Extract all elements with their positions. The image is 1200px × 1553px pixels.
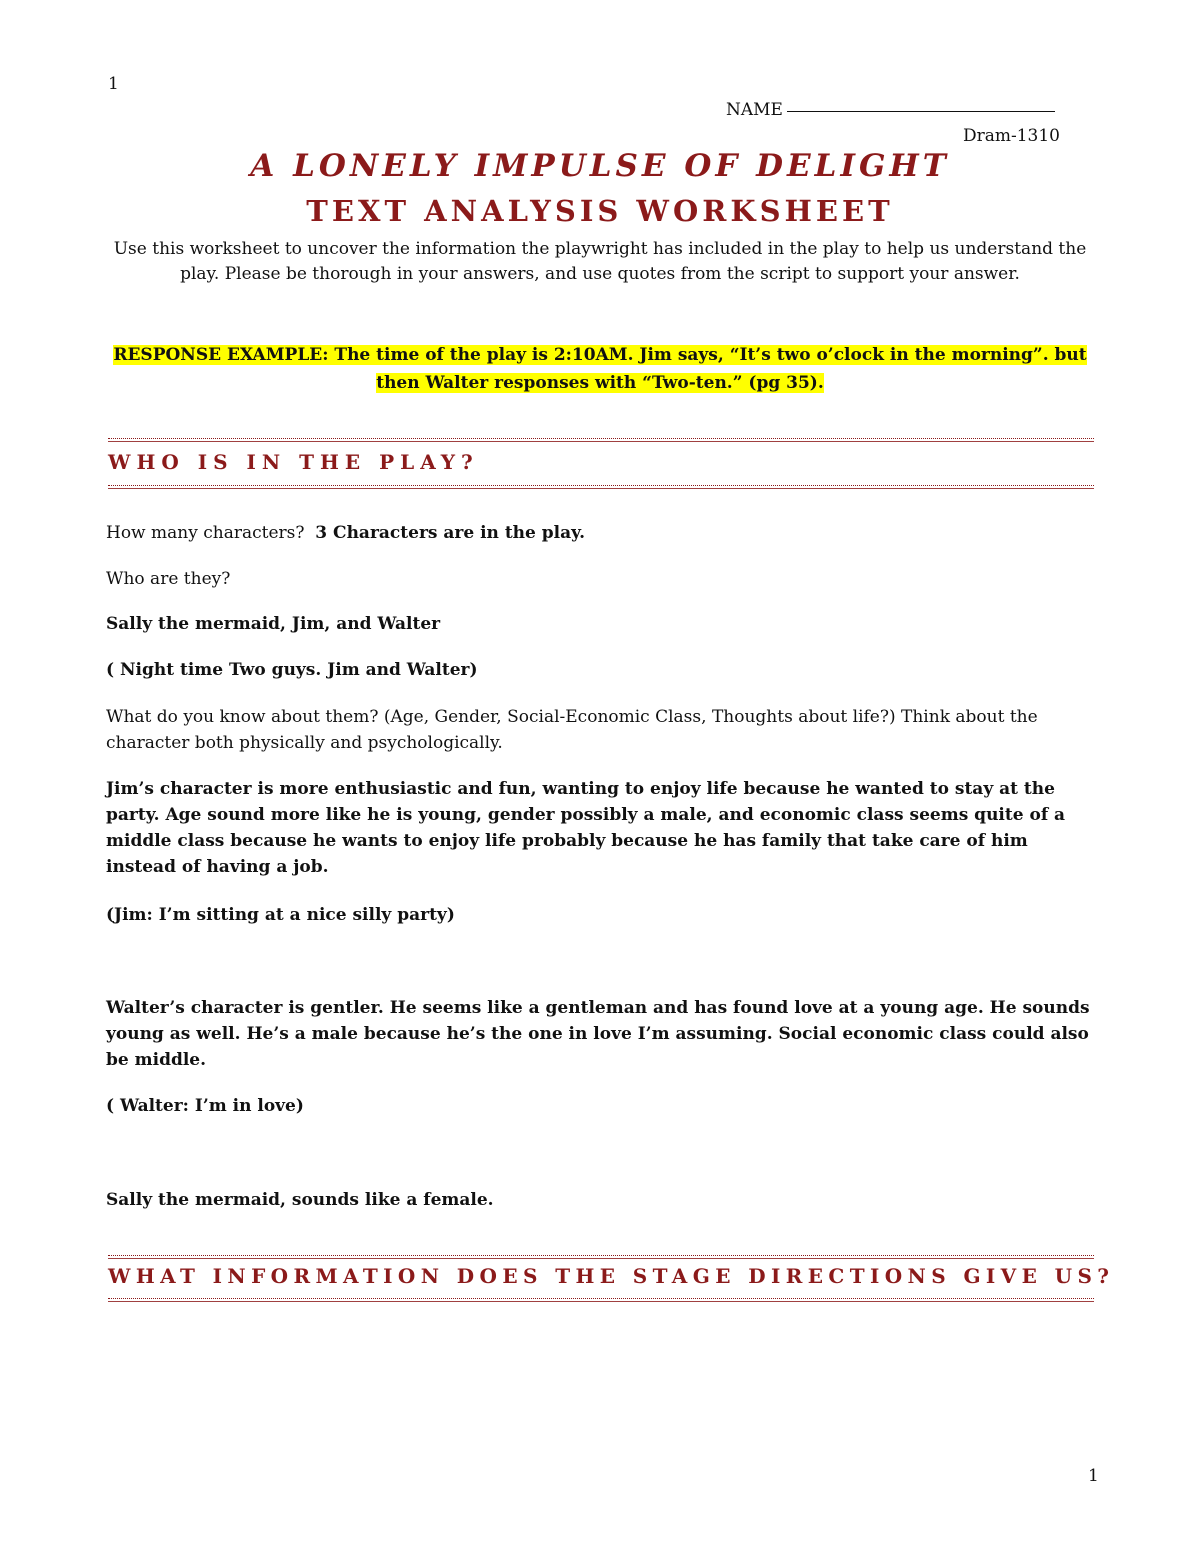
answer-who-note: ( Night time Two guys. Jim and Walter) [106,660,478,680]
intro-paragraph: Use this worksheet to uncover the information the playwright has included in the play to help us understand the play. Please be thorough in your answers, and use quotes from the script to support your answer. [113,239,1087,284]
course-code: Dram-1310 [962,126,1060,146]
response-example-line-1: RESPONSE EXAMPLE: The time of the play is 2:10AM. Jim says, “It’s two o’clock in the morning”. but [113,345,1087,365]
answer-jim: Jim’s character is more enthusiastic and fun, wanting to enjoy life because he wanted to stay at the party. Age sound more like he is young, gender possibly a male, and economic class seems quite of a middle class because he wants to enjoy life probably because he has family that take care of him instead of having a job. [106,779,1066,877]
question-how-many [106,520,1100,546]
quote-walter: ( Walter: I’m in love) [106,1096,304,1116]
worksheet-subtitle: TEXT ANALYSIS WORKSHEET [306,194,894,228]
response-example [105,341,1095,397]
section-divider [108,1298,1094,1299]
question-what-know: What do you know about them? (Age, Gender, Social-Economic Class, Thoughts about life?) Think about the character both physically and psychologically. [106,707,1038,753]
answer-how-many: 3 Characters are in the play. [315,523,585,543]
response-example-line-2: then Walter responses with “Two-ten.” (pg 35). [376,373,824,393]
answer-walter: Walter’s character is gentler. He seems like a gentleman and has found love at a young age. He sounds young as well. He’s a male because he’s the one in love I’m assuming. Social economic class could also be middle. [106,998,1090,1070]
question-how-many-label: How many characters? [106,523,305,543]
worksheet-title: A LONELY IMPULSE OF DELIGHT [250,148,950,184]
page-number-top: 1 [108,74,119,94]
section-divider [108,485,1094,486]
section-divider [108,1255,1094,1256]
section-heading-stage-directions: WHAT INFORMATION DOES THE STAGE DIRECTIONS GIVE US? [108,1264,1115,1288]
answer-who: Sally the mermaid, Jim, and Walter [106,614,441,634]
name-field-row [726,100,1055,120]
question-who: Who are they? [106,569,231,589]
name-blank-line [787,111,1055,112]
section-heading-who: WHO IS IN THE PLAY? [108,450,479,474]
answer-sally: Sally the mermaid, sounds like a female. [106,1190,494,1210]
section-divider [108,438,1094,439]
quote-jim: (Jim: I’m sitting at a nice silly party) [106,905,455,925]
name-label: NAME [726,100,783,120]
page-number-bottom: 1 [1088,1466,1099,1486]
